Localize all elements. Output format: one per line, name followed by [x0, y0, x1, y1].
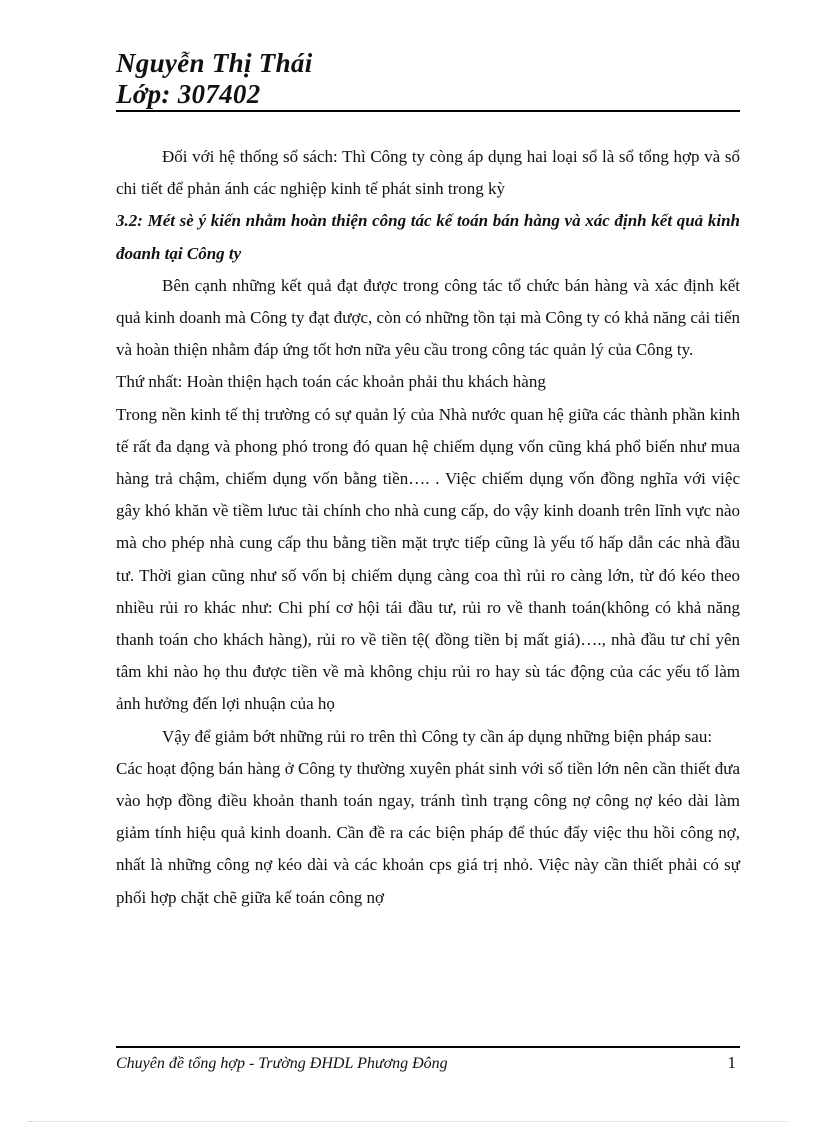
class-label: Lớp: 307402 [116, 79, 261, 109]
page-header [116, 48, 740, 110]
author-name: Nguyễn Thị Thái [116, 48, 313, 78]
paragraph: Đối với hệ thống sổ sách: Thì Công ty còng áp dụng hai loại sổ là sổ tổng hợp và sổ chi tiết để phản ánh các nghiệp kinh tế phát sinh trong kỳ [116, 147, 740, 199]
header-rule [116, 110, 740, 112]
page-footer [116, 1053, 740, 1073]
page-edge-divider [28, 1121, 788, 1122]
page-number: 1 [727, 1053, 736, 1072]
footer-rule [116, 1046, 740, 1048]
section-heading: 3.2: Mét sè ý kiến nhằm hoàn thiện công tác kế toán bán hàng và xác định kết quả kinh đoanh tại Công ty [116, 211, 740, 263]
paragraph: Trong nền kinh tế thị trường có sự quản lý của Nhà nước quan hệ giữa các thành phần kinh tế rất đa dạng và phong phó trong đó quan hệ chiếm dụng vốn cũng khá phổ biến như mua hàng trả chậm, chiếm dụng vốn bằng tiền…. . Việc chiếm dụng vốn đồng nghĩa với việc gây khó khăn về tiềm lưuc tài chính cho nhà cung cấp, do vậy kinh doanh trên lĩnh vực nào mà cho phép nhà cung cấp thu bằng tiền mặt trực tiếp cũng là yếu tố hấp dẫn các nhà đầu tư. Thời gian cũng như số vốn bị chiếm dụng càng coa thì rủi ro càng lớn, từ đó kéo theo nhiều rủi ro khác như: Chi phí cơ hội tái đầu tư, rủi ro về thanh toán(không có khả năng thanh toán cho khách hàng), rủi ro về tiền tệ( đồng tiền bị mất giá)…., nhà đầu tư chỉ yên tâm khi nào họ thu được tiền về mà không chịu rủi ro hay sù tác động của các yếu tố làm ảnh hưởng đến lợi nhuận của họ [116, 404, 740, 714]
paragraph: Vậy để giảm bớt những rủi ro trên thì Công ty cần áp dụng những biện pháp sau: [162, 726, 713, 746]
document-body [116, 141, 740, 914]
paragraph: Thứ nhất: Hoàn thiện hạch toán các khoản phải thu khách hàng [116, 372, 546, 392]
paragraph: Các hoạt động bán hàng ở Công ty thường xuyên phát sinh với số tiền lớn nên cần thiết đưa vào hợp đồng điều khoản thanh toán ngay, tránh tình trạng công nợ công nợ kéo dài làm giảm tính hiệu quả kinh doanh. Cần đề ra các biện pháp để thúc đẩy việc thu hồi công nợ, nhất là những công nợ kéo dài và các khoản cps giá trị nhỏ. Việc này cần thiết phải có sự phối hợp chặt chẽ giữa kế toán công nợ [116, 758, 740, 907]
paragraph: Bên cạnh những kết quả đạt được trong công tác tổ chức bán hàng và xác định kết quả kinh doanh mà Công ty đạt được, còn có những tồn tại mà Công ty có khả năng cải tiến và hoàn thiện nhằm đáp ứng tốt hơn nữa yêu cầu trong công tác quản lý của Công ty. [116, 275, 740, 360]
footer-text: Chuyên đề tổng hợp - Trường ĐHDL Phương Đông [116, 1055, 448, 1072]
